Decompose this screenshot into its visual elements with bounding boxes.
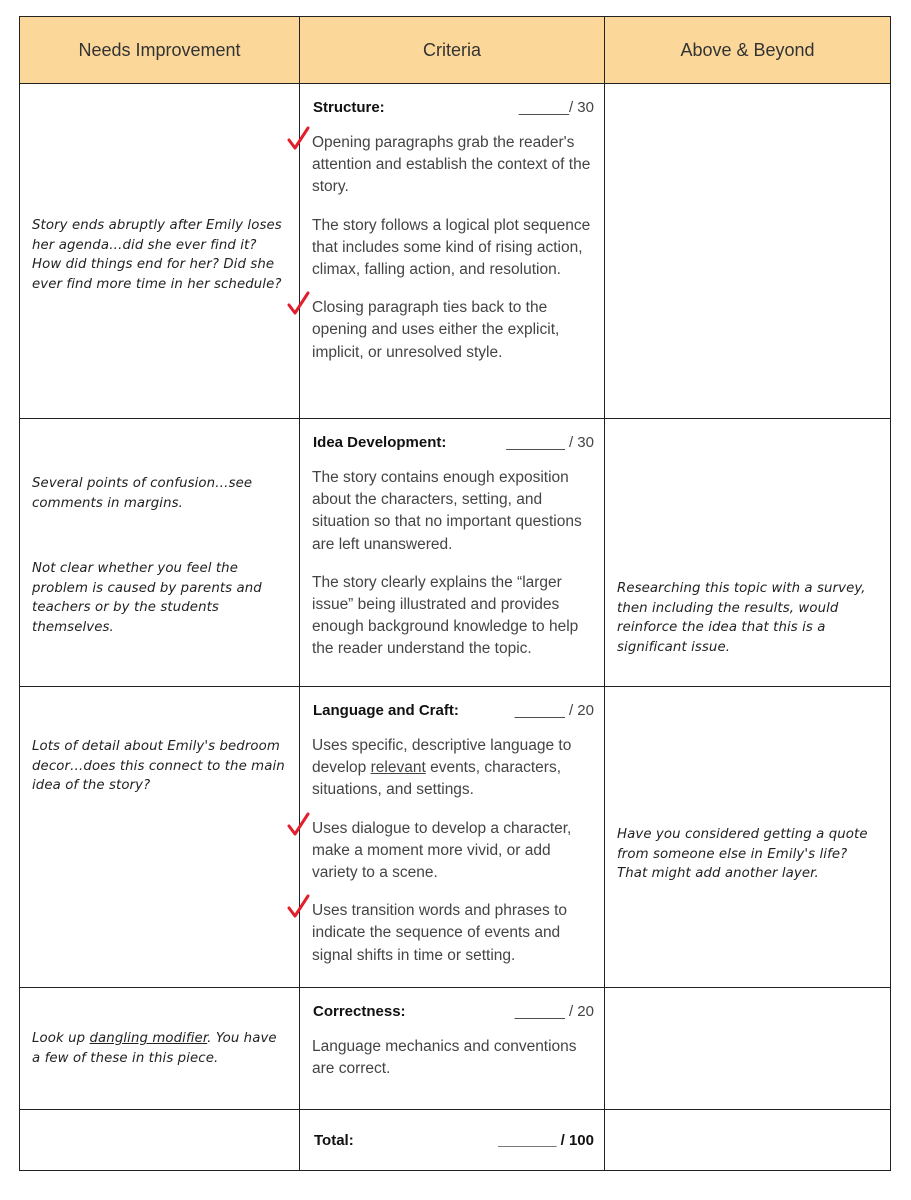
total-score-blank: _______ / 100: [498, 1131, 594, 1149]
score-blank: _______ / 30: [506, 434, 594, 451]
criteria-item: [312, 735, 594, 802]
above-beyond-cell: [605, 1110, 891, 1171]
score-blank: ______/ 30: [518, 99, 594, 116]
criteria-item-text: Language mechanics and conventions are correct.: [312, 1038, 577, 1078]
total-cell: [300, 1110, 605, 1171]
criteria-item-text: The story clearly explains the “larger issue” being illustrated and provides enough background knowledge to help the reader understand the topic.: [312, 573, 579, 658]
criteria-title: Correctness:: [313, 1003, 406, 1020]
needs-improvement-cell: [20, 988, 300, 1110]
teacher-note: Researching this topic with a survey, then including the results, would reinforce the idea that this is a significant issue.: [617, 581, 866, 655]
header-needs-improvement: Needs Improvement: [20, 17, 300, 84]
criteria-item-text-pre: Uses specific, descriptive language to develop: [312, 737, 572, 777]
above-beyond-cell: [605, 687, 891, 988]
needs-improvement-cell: [20, 687, 300, 988]
header-row: [20, 17, 891, 84]
underlined-term: dangling modifier: [89, 1031, 208, 1046]
needs-improvement-cell: [20, 84, 300, 419]
criteria-item-text: The story follows a logical plot sequence that includes some kind of rising action, climax, falling action, and resolution.: [312, 216, 591, 279]
criteria-header: [312, 1003, 594, 1020]
criteria-cell: [300, 687, 605, 988]
teacher-note: Lots of detail about Emily's bedroom decor…does this connect to the main idea of the story?: [32, 739, 285, 793]
total-row: [20, 1110, 891, 1171]
criteria-title: Structure:: [313, 99, 385, 116]
criteria-item-text: Opening paragraphs grab the reader's attention and establish the context of the story.: [312, 134, 591, 196]
above-beyond-cell: [605, 988, 891, 1110]
criteria-title: Idea Development:: [313, 434, 447, 451]
teacher-note: [20, 1029, 299, 1068]
underlined-word: relevant: [370, 759, 426, 777]
criteria-item: [312, 215, 594, 282]
header-above-beyond: Above & Beyond: [605, 17, 891, 84]
score-blank: ______ / 20: [514, 1003, 594, 1020]
criteria-cell: [300, 84, 605, 419]
criteria-header: [312, 434, 594, 451]
header-criteria: Criteria: [300, 17, 605, 84]
total-label: Total:: [314, 1131, 354, 1149]
criteria-item-text-post: events, characters, situations, and settings.: [312, 759, 562, 799]
criteria-item: [312, 1036, 594, 1080]
checkmark-icon: [286, 894, 312, 924]
teacher-note: Several points of confusion…see comments in margins.: [32, 476, 253, 511]
criteria-item: [312, 818, 594, 885]
above-beyond-cell: [605, 419, 891, 687]
criteria-title: Language and Craft:: [313, 702, 459, 719]
needs-improvement-cell: [20, 419, 300, 687]
rubric-table: [19, 16, 891, 1171]
criteria-header: [312, 99, 594, 116]
criteria-item: [312, 132, 594, 199]
checkmark-icon: [286, 812, 312, 842]
teacher-note: Have you considered getting a quote from someone else in Emily's life? That might add another layer.: [617, 827, 868, 881]
criteria-header: [312, 702, 594, 719]
criteria-cell: [300, 419, 605, 687]
checkmark-icon: [286, 291, 312, 321]
criteria-item-text: The story contains enough exposition about the characters, setting, and situation so that no important questions are left unanswered.: [312, 469, 582, 553]
criteria-item-text: Uses transition words and phrases to indicate the sequence of events and signal shifts in time or setting.: [312, 902, 568, 964]
note-text-post: . You have a few of these in this piece.: [32, 1031, 277, 1066]
criteria-item: [312, 900, 594, 967]
criteria-item: [312, 572, 594, 661]
rubric-row-correctness: [20, 988, 891, 1110]
criteria-item: [312, 467, 594, 556]
teacher-note: Not clear whether you feel the problem is caused by parents and teachers or by the students themselves.: [32, 561, 262, 635]
teacher-note: Story ends abruptly after Emily loses her agenda…did she ever find it? How did things end for her? Did she ever find more time in her schedule?: [32, 218, 282, 292]
rubric-row-language-craft: [20, 687, 891, 988]
note-text-pre: Look up: [32, 1031, 90, 1046]
checkmark-icon: [286, 126, 312, 156]
criteria-item-text: Closing paragraph ties back to the opening and uses either the explicit, implicit, or unresolved style.: [312, 299, 560, 361]
score-blank: ______ / 20: [514, 702, 594, 719]
needs-improvement-cell: [20, 1110, 300, 1171]
above-beyond-cell: [605, 84, 891, 419]
criteria-item: [312, 297, 594, 364]
rubric-row-idea-development: [20, 419, 891, 687]
criteria-item-text: Uses dialogue to develop a character, make a moment more vivid, or add variety to a scene.: [312, 819, 572, 882]
total-header: [300, 1132, 604, 1149]
criteria-cell: [300, 988, 605, 1110]
rubric-row-structure: [20, 84, 891, 419]
